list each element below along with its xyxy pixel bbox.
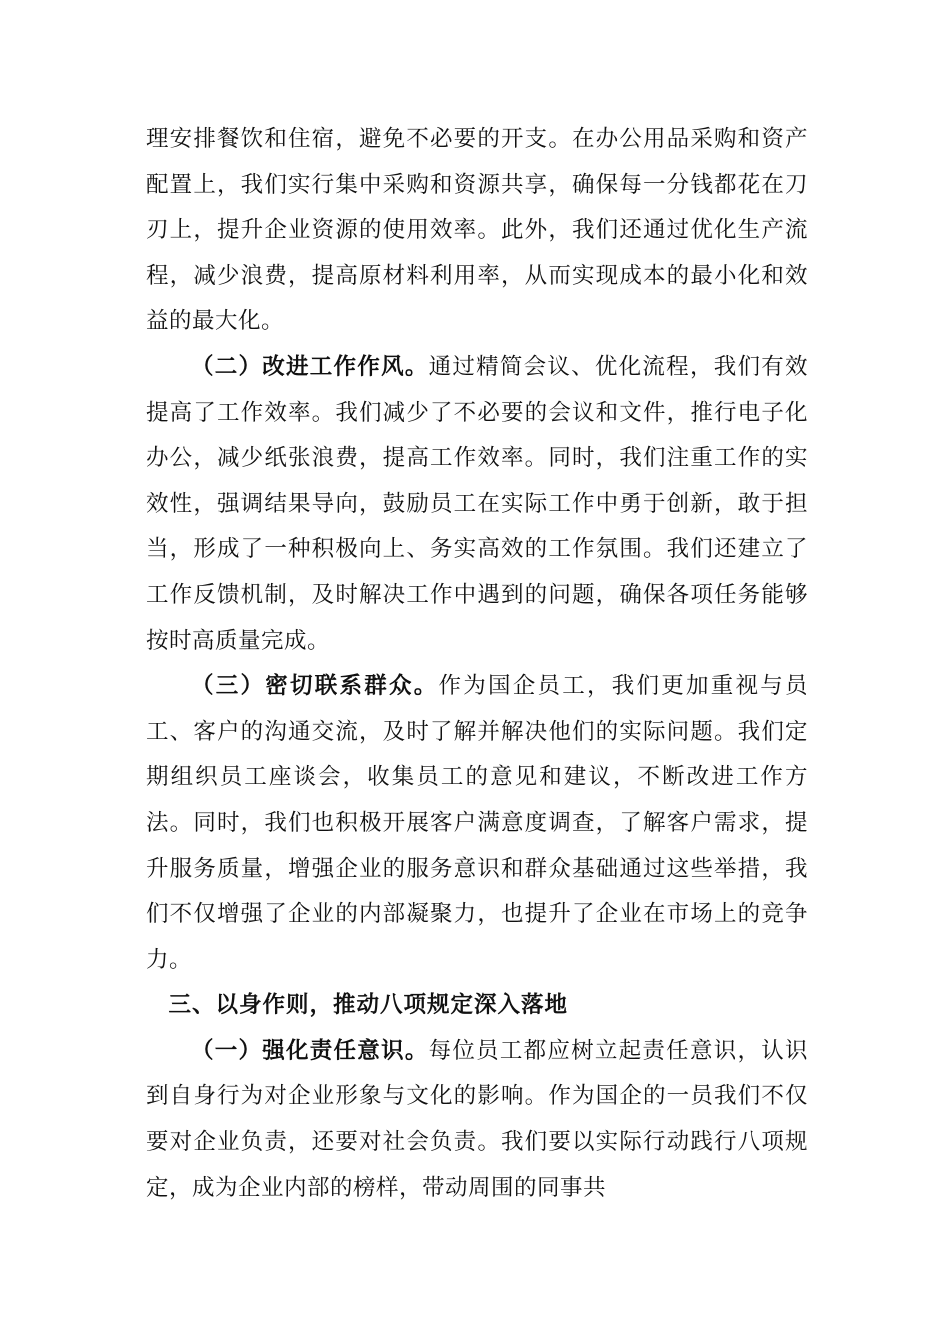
paragraph-work-style — [146, 345, 808, 664]
section-heading: 三、以身作则，推动八项规定深入落地 — [168, 992, 569, 1019]
paragraph-lead: （二）改进工作作风。 — [191, 353, 429, 380]
paragraph-responsibility — [146, 1029, 808, 1211]
document-body — [146, 117, 808, 1211]
paragraph-text: 每位员工都应树立起责任意识，认识到自身行为对企业形象与文化的影响。作为国企的一员我们不仅要对企业负责，还要对社会负责。我们要以实际行动践行八项规定，成为企业内部的榜样，带动周围的同事共 — [146, 1037, 808, 1201]
paragraph-contact-masses — [146, 664, 808, 983]
paragraph-lead: （三）密切联系群众。 — [191, 673, 439, 700]
paragraph-lead: （一）强化责任意识。 — [191, 1037, 429, 1064]
paragraph-text: 作为国企员工，我们更加重视与员工、客户的沟通交流，及时了解并解决他们的实际问题。我们定期组织员工座谈会，收集员工的意见和建议，不断改进工作方法。同时，我们也积极开展客户满意度调查，了解客户需求，提升服务质量，增强企业的服务意识和群众基础通过这些举措，我们不仅增强了企业的内部凝聚力，也提升了企业在市场上的竞争力。 — [146, 673, 808, 973]
paragraph-text: 通过精简会议、优化流程，我们有效提高了工作效率。我们减少了不必要的会议和文件，推行电子化办公，减少纸张浪费，提高工作效率。同时，我们注重工作的实效性，强调结果导向，鼓励员工在实际工作中勇于创新，敢于担当，形成了一种积极向上、务实高效的工作氛围。我们还建立了工作反馈机制，及时解决工作中遇到的问题，确保各项任务能够按时高质量完成。 — [146, 353, 808, 654]
paragraph-cost-control — [146, 117, 808, 345]
paragraph-text: 理安排餐饮和住宿，避免不必要的开支。在办公用品采购和资产配置上，我们实行集中采购和资源共享，确保每一分钱都花在刀刃上，提升企业资源的使用效率。此外，我们还通过优化生产流程，减少浪费，提高原材料利用率，从而实现成本的最小化和效益的最大化。 — [146, 126, 808, 335]
